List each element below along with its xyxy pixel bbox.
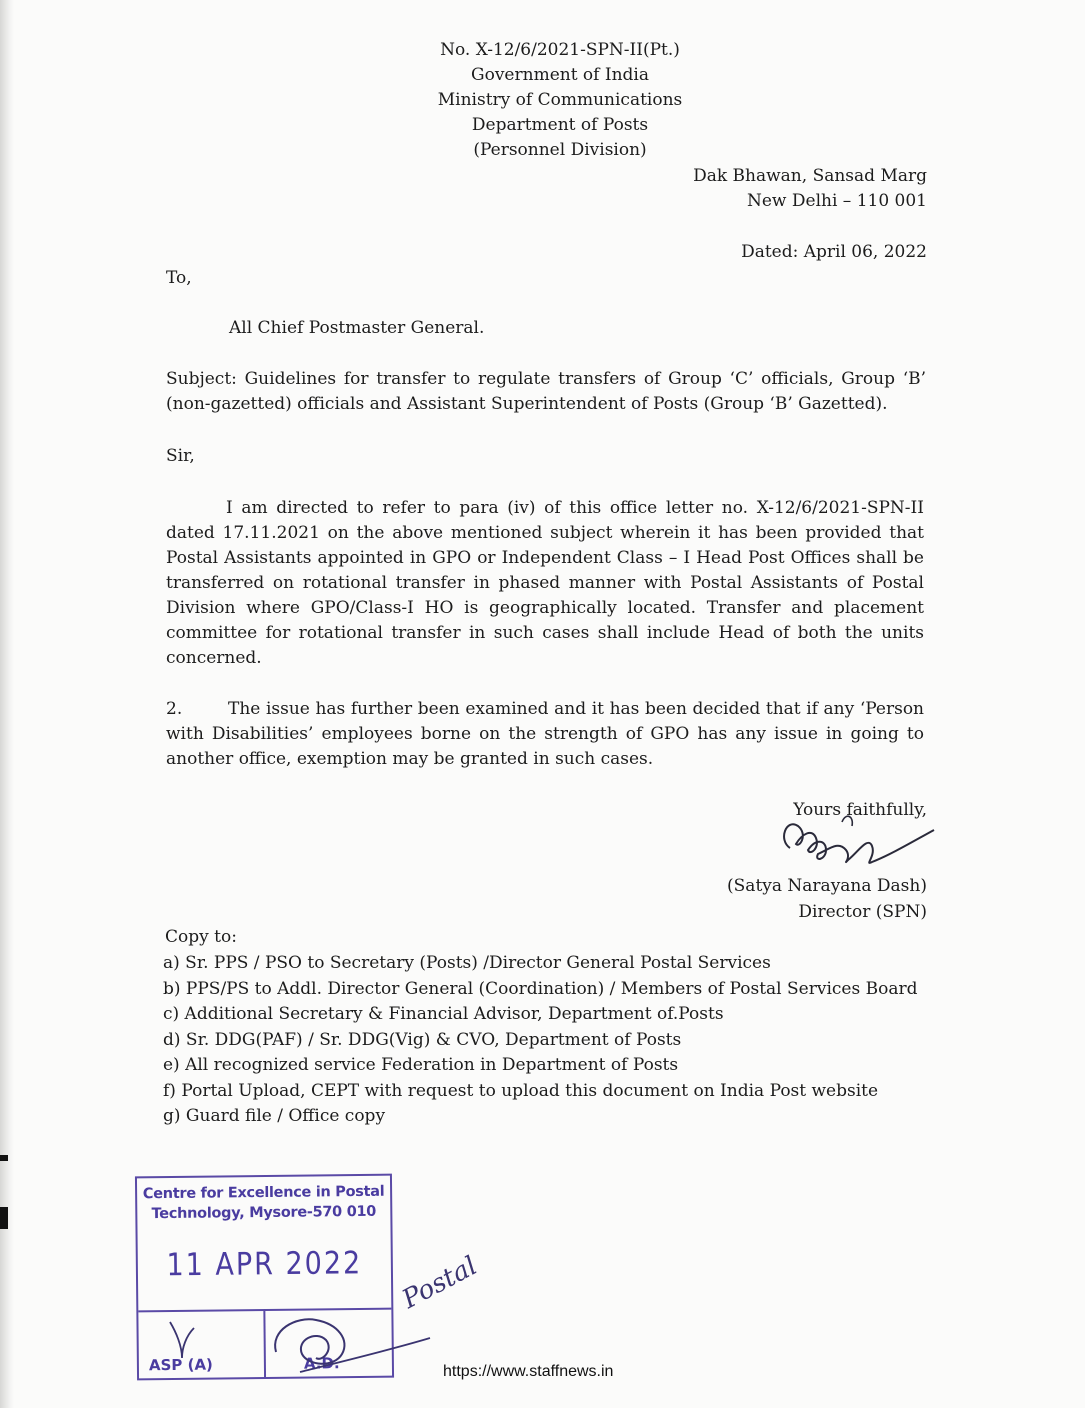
scan-edge-mark: [0, 1155, 8, 1161]
addressee: All Chief Postmaster General.: [229, 318, 485, 338]
file-number: No. X-12/6/2021-SPN-II(Pt.): [440, 40, 680, 60]
to-label: To,: [166, 268, 192, 288]
scan-edge-shadow: [0, 0, 14, 1408]
paragraph-1-text: I am directed to refer to para (iv) of this office letter no. X-12/6/2021-SPN-II dated 17.11.2021 on the above mentioned subject wherein it has been provided that Postal Assistants appointed in GPO or Independent Class – I Head Post Offices shall be transferred on rotational transfer in phased manner with Postal Assistants of Postal Division where GPO/Class-I HO is geographically located. Transfer and placement committee for rotational transfer in such cases shall include Head of both the units concerned.: [166, 498, 924, 668]
scan-edge-mark: [0, 1207, 8, 1229]
address-line-1: Dak Bhawan, Sansad Marg: [693, 166, 927, 186]
copy-to-item: a) Sr. PPS / PSO to Secretary (Posts) /Director General Postal Services: [163, 953, 771, 973]
copy-to-list: [163, 951, 917, 1130]
signatory-title: Director (SPN): [798, 902, 927, 922]
stamp-org-line-2: Technology, Mysore-570 010: [151, 1203, 377, 1223]
stamp-divider: [263, 1311, 266, 1377]
paragraph-2-text: The issue has further been examined and it has been decided that if any ‘Person with Disabilities’ employees borne on the strength of GPO has any issue in going to another office, exemption may be granted in such cases.: [166, 699, 924, 769]
copy-to-item: d) Sr. DDG(PAF) / Sr. DDG(Vig) & CVO, Department of Posts: [163, 1029, 682, 1050]
copy-to-item: e) All recognized service Federation in Department of Posts: [163, 1055, 679, 1075]
subject-line-2: (non-gazetted) officials and Assistant Superintendent of Posts (Group ‘B’ Gazetted).: [166, 394, 888, 414]
division-line: (Personnel Division): [473, 140, 647, 160]
stamp-grid: [138, 1308, 392, 1379]
signatory-name: (Satya Narayana Dash): [727, 876, 927, 896]
receipt-stamp: [135, 1174, 394, 1381]
stamp-org-line-1: Centre for Excellence in Postal: [142, 1183, 385, 1203]
paragraph-2: [166, 697, 924, 772]
department-line: Department of Posts: [471, 115, 649, 135]
handwritten-note: Postal: [397, 1251, 483, 1315]
address-line-2: New Delhi – 110 001: [746, 191, 927, 211]
letter-date: Dated: April 06, 2022: [741, 242, 927, 262]
ministry-line: Ministry of Communications: [437, 90, 683, 110]
copy-to-label: Copy to:: [165, 927, 237, 947]
paragraph-2-number: 2.: [166, 699, 183, 719]
subject-line-1: Subject: Guidelines for transfer to regulate transfers of Group ‘C’ officials, Group ‘B’: [166, 369, 926, 389]
copy-to-item: f) Portal Upload, CEPT with request to upload this document on India Post website: [163, 1080, 879, 1101]
source-watermark: https://www.staffnews.in: [443, 1363, 614, 1380]
copy-to-item: g) Guard file / Office copy: [163, 1106, 386, 1126]
copy-to-item: c) Additional Secretary & Financial Advisor, Department of.Posts: [163, 1004, 724, 1024]
stamp-cell-right: A.D.: [303, 1354, 340, 1373]
copy-to-item: b) PPS/PS to Addl. Director General (Coordination) / Members of Postal Services Board: [163, 978, 918, 999]
closing: Yours faithfully,: [793, 800, 927, 820]
salutation: Sir,: [166, 446, 195, 466]
stamp-date: 11 APR 2022: [166, 1245, 363, 1284]
stamp-cell-left: ASP (A): [148, 1355, 213, 1375]
stamp-header: [137, 1176, 390, 1225]
government-line: Government of India: [471, 65, 649, 85]
paragraph-1: [166, 496, 924, 671]
